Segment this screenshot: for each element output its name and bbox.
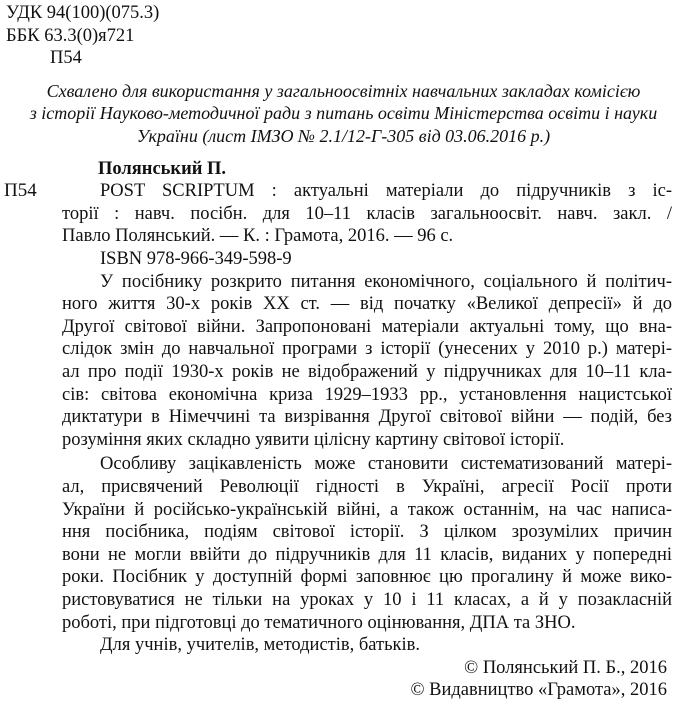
copyright-line: © Полянський П. Б., 2016 xyxy=(464,657,667,678)
paragraph-line: вони не могли ввійти до підручників для 11 класів, виданих у попередні xyxy=(62,544,672,565)
audience: Для учнів, учителів, методистів, батьків. xyxy=(100,635,421,656)
paragraph-line: ння посібника, подіям світової історії. З цілком зрозумілих причин xyxy=(62,522,672,543)
author-mark: П54 xyxy=(50,48,82,69)
paragraph-line: України й російсько-українській війні, а також останнім, на час написа- xyxy=(62,499,672,520)
approval-line: України (лист ІМЗО № 2.1/12-Г-305 від 03.06.2016 р.) xyxy=(136,126,551,146)
approval-line: з історії Науково-методичної ради з питань освіти Міністерства освіти і науки xyxy=(29,103,658,124)
paragraph-line: ал про події 1930-х років не відображений у підручниках для 10–11 кла- xyxy=(62,362,672,382)
citation-line: POST SCRIPTUM : актуальні матеріали до підручників з іс- xyxy=(100,181,672,202)
side-author-mark: П54 xyxy=(4,180,37,202)
paragraph-line: У посібнику розкрито питання економічного, соціального й політич- xyxy=(100,271,672,292)
citation-line: торії : навч. посібн. для 10–11 класів загальноосвіт. навч. закл. / xyxy=(62,203,672,224)
copyright-line: © Видавництво «Грамота», 2016 xyxy=(410,680,667,701)
bbk-code: ББК 63.3(0)я721 xyxy=(6,25,135,46)
paragraph-line: роки. Посібник у доступній формі заповнює цю прогалину й може вико- xyxy=(62,567,672,588)
paragraph-line: Особливу зацікавленість може становити систематизований матері- xyxy=(100,454,672,475)
paragraph-line: Другої світової війни. Запропоновані матеріали актуальні тому, що вна- xyxy=(62,316,672,337)
approval-line: Схвалено для використання у загальноосвітніх навчальних закладах комісією xyxy=(46,80,641,101)
paragraph-line: слідок змін до навчальної програми з історії (унесених у 2010 р.) матері- xyxy=(62,339,672,360)
paragraph-line: ал, присвячений Революції гідності в Україні, агресії Росії проти xyxy=(62,477,672,497)
paragraph-line: розуміння яких складно уявити цілісну картину світової історії. xyxy=(62,429,565,450)
paragraph-line: ристовуватися не тільки на уроках у 10 і 11 класах, а й у позакласній xyxy=(62,590,672,610)
citation-line: Павло Полянський. — К. : Грамота, 2016. — 96 с. xyxy=(62,226,454,247)
paragraph-line: сів: світова економічна криза 1929–1933 рр., установлення нацистської xyxy=(62,384,672,405)
udk-code: УДК 94(100)(075.3) xyxy=(6,3,160,23)
paragraph-line: роботі, при підготовці до тематичного оцінювання, ДПА та ЗНО. xyxy=(62,612,576,633)
isbn: ISBN 978-966-349-598-9 xyxy=(100,249,292,269)
paragraph-line: диктатури в Німеччині та визрівання Другої світової війни — подій, без xyxy=(62,407,672,428)
author-name: Полянський П. xyxy=(98,158,227,179)
paragraph-line: ного життя 30-х років XX ст. — від початку «Великої депресії» й до xyxy=(62,294,672,315)
